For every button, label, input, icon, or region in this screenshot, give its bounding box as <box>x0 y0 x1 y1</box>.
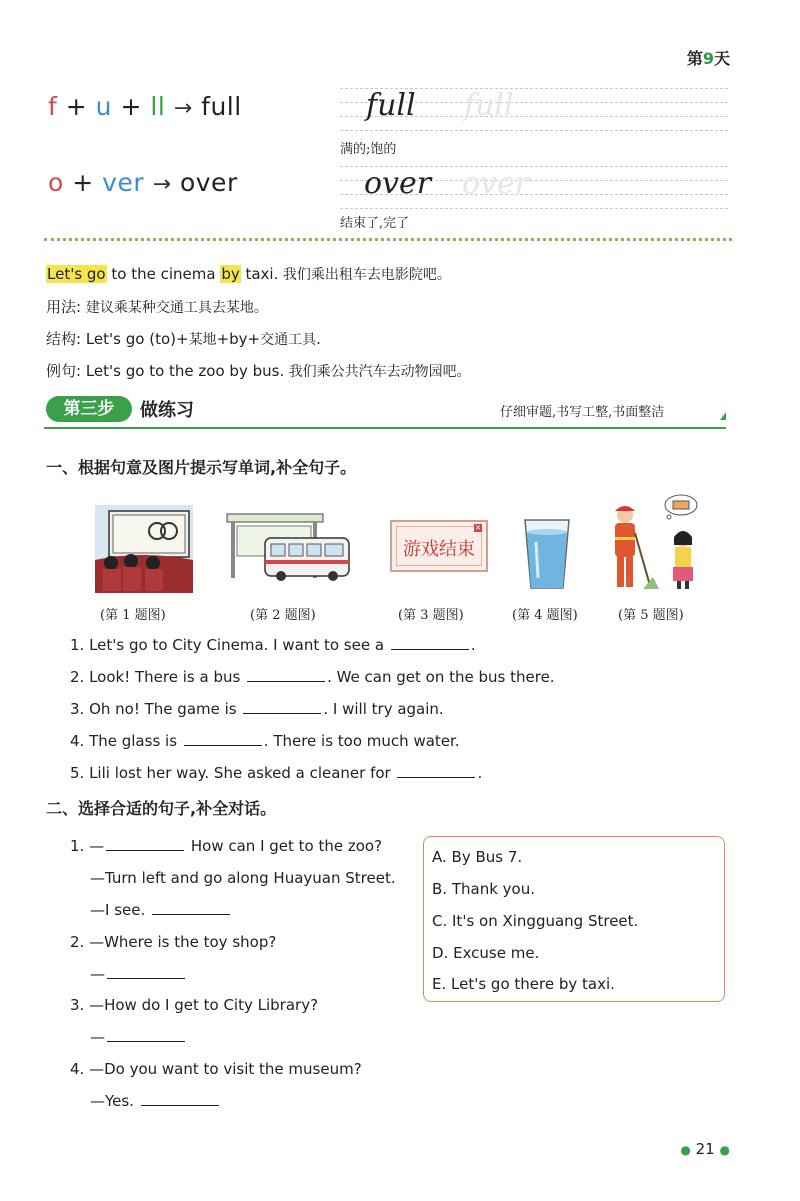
answer-blank[interactable] <box>184 744 262 746</box>
gloss-over: 结束了,完了 <box>340 216 410 231</box>
sentence-translation: 我们乘出租车去电影院吧。 <box>278 267 451 283</box>
day-number: 9 <box>702 49 714 68</box>
caption-3: (第 3 题图) <box>398 608 464 623</box>
option-a: A. By Bus 7. <box>432 848 523 866</box>
answer-blank[interactable] <box>107 977 185 979</box>
highlight-lets-go: Let's go <box>47 265 106 283</box>
handwriting-trace: over <box>462 166 530 201</box>
question-3 <box>70 700 444 718</box>
dialog-text: 2. —Where is the toy shop? <box>70 933 277 951</box>
options-box <box>423 836 725 1002</box>
dialog-text: 1. — <box>70 837 105 855</box>
option-d: D. Excuse me. <box>432 944 540 962</box>
arrow-icon: → <box>173 96 193 121</box>
phonics-row-over <box>48 168 238 197</box>
dialog-text: —Yes. <box>90 1092 139 1110</box>
phonics-word: over <box>179 168 238 197</box>
sentence-part: to the cinema <box>106 265 221 283</box>
phonics-word: full <box>201 92 242 121</box>
question-text: . <box>477 764 483 782</box>
example-en: Let's go to the zoo by bus. <box>85 362 285 380</box>
dialog-2-line-1 <box>70 933 276 951</box>
day-prefix: 第 <box>686 49 703 68</box>
dialog-1-line-2 <box>90 869 396 887</box>
phonics-part: u <box>95 92 113 121</box>
question-text: 2. Look! There is a bus <box>70 668 246 686</box>
step-underline <box>44 427 726 429</box>
cinema-picture <box>95 505 193 593</box>
usage-label: 用法: <box>46 298 82 316</box>
structure-part: 某地 <box>188 332 217 348</box>
highlight-by: by <box>221 265 240 283</box>
handwriting-word: full <box>366 88 416 123</box>
close-icon: × <box>474 523 482 532</box>
phonics-plus: + <box>120 92 142 121</box>
step-badge: 第三步 <box>46 396 132 422</box>
answer-blank[interactable] <box>141 1104 219 1106</box>
structure-part: Let's go (to)+ <box>85 330 189 348</box>
phonics-part: ll <box>150 92 166 121</box>
section-one-heading: 一、根据句意及图片提示写单词,补全句子。 <box>46 458 357 477</box>
dot-icon: ● <box>719 1143 730 1157</box>
phonics-part: o <box>48 168 64 197</box>
dialog-text: —Turn left and go along Huayuan Street. <box>90 869 396 887</box>
sentence-part: taxi. <box>240 265 279 283</box>
question-text: 4. The glass is <box>70 732 182 750</box>
cleaner-girl-picture <box>605 493 703 593</box>
dialog-1-line-1 <box>70 837 382 855</box>
answer-blank[interactable] <box>391 648 469 650</box>
phonics-plus: + <box>65 92 88 121</box>
dialog-text: — <box>90 1028 105 1046</box>
step-tip: 仔细审题,书写工整,书面整洁 <box>500 405 665 420</box>
dialog-3-line-1 <box>70 996 318 1014</box>
caption-4: (第 4 题图) <box>512 608 578 623</box>
question-4 <box>70 732 460 750</box>
dialog-text: 4. —Do you want to visit the museum? <box>70 1060 362 1078</box>
dialog-4-line-1 <box>70 1060 362 1078</box>
structure-part: . <box>316 330 321 348</box>
question-text: . There is too much water. <box>263 732 460 750</box>
structure-part: +by+ <box>216 330 261 348</box>
answer-blank[interactable] <box>243 712 321 714</box>
usage-text: 建议乘某种交通工具去某地。 <box>85 300 268 316</box>
section-two-heading: 二、选择合适的句子,补全对话。 <box>46 799 277 818</box>
answer-blank[interactable] <box>152 913 230 915</box>
option-b: B. Thank you. <box>432 880 535 898</box>
day-suffix: 天 <box>713 49 730 68</box>
grammar-sentence <box>46 264 451 284</box>
example-label: 例句: <box>46 362 82 380</box>
phonics-row-full <box>48 92 242 121</box>
page-number-text: 21 <box>695 1140 715 1158</box>
answer-blank[interactable] <box>397 776 475 778</box>
phonics-part: f <box>48 92 58 121</box>
phonics-plus: + <box>72 168 94 197</box>
example-line <box>46 360 471 381</box>
handwriting-area-full <box>340 88 728 134</box>
option-c: C. It's on Xingguang Street. <box>432 912 639 930</box>
handwriting-area-over <box>340 166 728 212</box>
caption-2: (第 2 题图) <box>250 608 316 623</box>
structure-line <box>46 328 321 349</box>
answer-blank[interactable] <box>107 1040 185 1042</box>
dialog-text: —I see. <box>90 901 150 919</box>
structure-label: 结构: <box>46 330 82 348</box>
dialog-1-line-3 <box>90 901 232 919</box>
step-title: 做练习 <box>140 400 194 421</box>
question-text: . <box>470 636 476 654</box>
dialog-text: — <box>90 965 105 983</box>
question-5 <box>70 764 482 782</box>
dot-icon: ● <box>680 1143 691 1157</box>
usage-line <box>46 296 268 317</box>
dialog-2-line-2 <box>90 965 187 983</box>
phonics-part: ver <box>102 168 145 197</box>
question-2 <box>70 668 555 686</box>
dialog-3-line-2 <box>90 1028 187 1046</box>
question-text: . I will try again. <box>323 700 444 718</box>
caption-5: (第 5 题图) <box>618 608 684 623</box>
dialog-text: How can I get to the zoo? <box>186 837 383 855</box>
page-number <box>680 1140 730 1158</box>
structure-part: 交通工具 <box>260 332 317 348</box>
answer-blank[interactable] <box>106 849 184 851</box>
question-text: 1. Let's go to City Cinema. I want to see a <box>70 636 389 654</box>
game-over-sign-picture <box>390 520 488 572</box>
dotted-divider <box>44 238 732 241</box>
dialog-text: 3. —How do I get to City Library? <box>70 996 319 1014</box>
answer-blank[interactable] <box>247 680 325 682</box>
option-e: E. Let's go there by taxi. <box>432 975 615 993</box>
gloss-full: 满的;饱的 <box>340 142 397 157</box>
question-text: . We can get on the bus there. <box>327 668 555 686</box>
bus-stop-picture <box>225 512 353 582</box>
sign-text: 游戏结束 <box>403 539 475 560</box>
glass-picture <box>522 518 572 592</box>
question-text: 5. Lili lost her way. She asked a cleaner for <box>70 764 396 782</box>
caption-1: (第 1 题图) <box>100 608 166 623</box>
tip-corner-icon <box>720 412 726 420</box>
dialog-4-line-2 <box>90 1092 221 1110</box>
handwriting-trace: full <box>464 88 514 123</box>
question-text: 3. Oh no! The game is <box>70 700 242 718</box>
arrow-icon: → <box>152 172 172 197</box>
question-1 <box>70 636 476 654</box>
day-label <box>687 46 730 69</box>
handwriting-word: over <box>364 166 432 201</box>
example-cn: 我们乘公共汽车去动物园吧。 <box>284 364 471 380</box>
